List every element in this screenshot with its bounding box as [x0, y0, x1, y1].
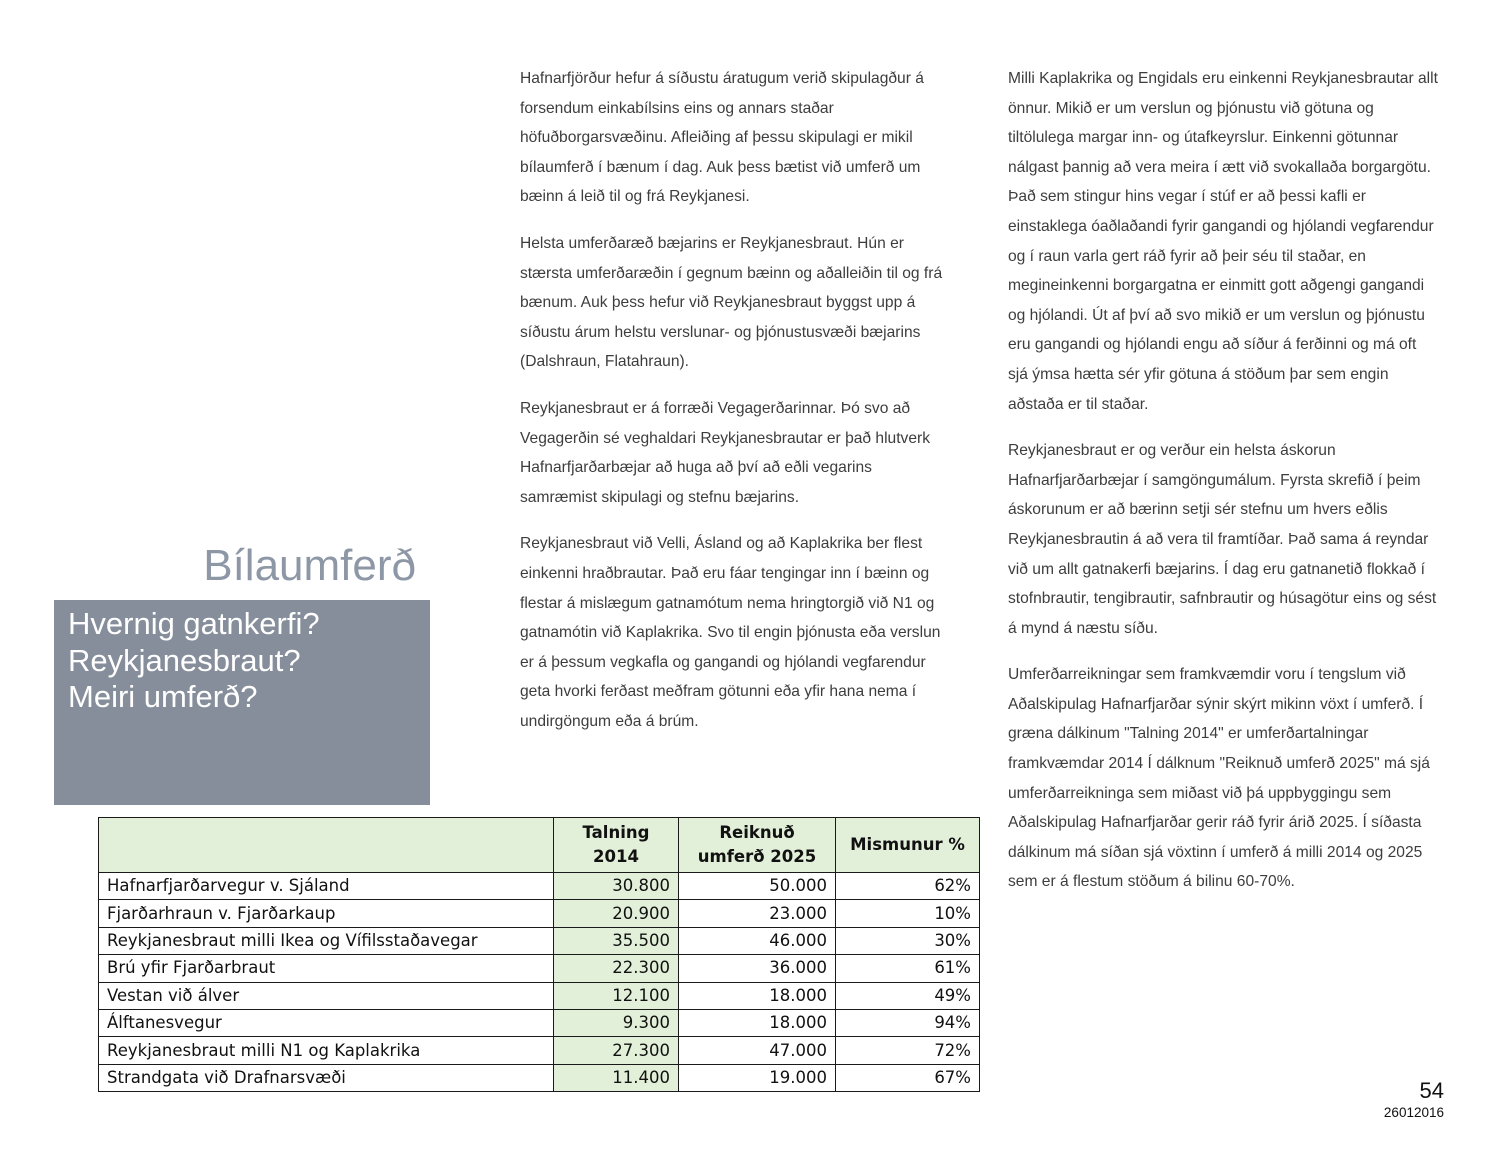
cell-calculated-2025: 47.000: [679, 1037, 836, 1064]
cell-calculated-2025: 23.000: [679, 900, 836, 927]
table-header-row: [99, 818, 980, 873]
header-calculated-2025: Reiknuð umferð 2025: [679, 818, 836, 873]
paragraph: Reykjanesbraut er og verður ein helsta áskorun Hafnarfjarðarbæjar í samgöngumálum. Fyrsta skrefið í þeim áskorunum er að bærinn setji sér stefnu um hvers eðlis Reykjanesbrautin á að vera til framtíðar. Það sama á reyndar við um allt gatnakerfi bæjarins. Í dag eru gatnanetið flokkað í stofnbrautir, tengibrautir, safnbrautir og húsagötur eins og sést á mynd á næstu síðu.: [1008, 442, 1437, 637]
header-difference: Mismunur %: [836, 818, 980, 873]
question-line: Hvernig gatnkerfi?: [68, 606, 320, 641]
cell-difference: 67%: [836, 1064, 980, 1091]
section-title: Bílaumferð: [203, 541, 416, 590]
paragraph: Reykjanesbraut við Velli, Ásland og að Kaplakrika ber flest einkenni hraðbrautar. Það eru fáar tengingar inn í bæinn og flestar á mislægum gatnamótum nema hringtorgið við N1 og gatnamótin við Kaplakrika. Svo til engin þjónusta eða verslun er á þessum vegkafla og gangandi og hjólandi vegfarendur geta hvorki ferðast meðfram götunni eða yfir hana nema í undirgöngum eða á brúm.: [520, 535, 941, 730]
paragraph: Milli Kaplakrika og Engidals eru einkenni Reykjanesbrautar allt önnur. Mikið er um verslun og þjónustu við götuna og tiltölulega margar inn- og útafkeyrslur. Einkenni götunnar nálgast þannig að vera meira í ætt við svokallaða borgargötu. Það sem stingur hins vegar í stúf er að þessi kafli er einstaklega óaðlaðandi fyrir gangandi og hjólandi vegfarendur og í raun varla gert ráð fyrir að þeir séu til staðar, en megineinkenni borgargatna er einmitt gott aðgengi gangandi og hjólandi. Út af því að svo mikið er um verslun og þjónustu eru gangandi og hjólandi engu að síður á ferðinni og má oft sjá ýmsa hætta sér yfir götuna á stöðum þar sem engin aðstaða er til staðar.: [1008, 70, 1438, 413]
header-location: [99, 818, 554, 873]
cell-difference: 30%: [836, 927, 980, 954]
table-row: [99, 900, 980, 927]
cell-count-2014: 12.100: [554, 982, 679, 1009]
header-count-2014: Talning 2014: [554, 818, 679, 873]
cell-difference: 62%: [836, 873, 980, 900]
cell-location: Vestan við álver: [99, 982, 554, 1009]
cell-calculated-2025: 19.000: [679, 1064, 836, 1091]
cell-calculated-2025: 18.000: [679, 982, 836, 1009]
questions-box: [54, 600, 430, 805]
right-text-column: [1008, 64, 1440, 914]
question-line: Reykjanesbraut?: [68, 642, 301, 678]
table-row: [99, 982, 980, 1009]
page-number: 54: [1419, 1078, 1444, 1103]
table-row: [99, 1064, 980, 1091]
cell-count-2014: 35.500: [554, 927, 679, 954]
cell-calculated-2025: 36.000: [679, 955, 836, 982]
paragraph: Helsta umferðaræð bæjarins er Reykjanesbraut. Hún er stærsta umferðaræðin í gegnum bæinn og aðalleiðin til og frá bænum. Auk þess hefur við Reykjanesbraut byggst upp á síðustu árum helstu verslunar- og þjónustusvæði bæjarins (Dalshraun, Flatahraun).: [520, 234, 943, 371]
cell-calculated-2025: 46.000: [679, 927, 836, 954]
table-row: [99, 1037, 980, 1064]
table-row: [99, 873, 980, 900]
middle-text-column: [520, 64, 950, 753]
cell-calculated-2025: 18.000: [679, 1009, 836, 1036]
table-row: [99, 1009, 980, 1036]
cell-count-2014: 9.300: [554, 1009, 679, 1036]
cell-count-2014: 20.900: [554, 900, 679, 927]
cell-location: Reykjanesbraut milli Ikea og Vífilsstaðavegar: [99, 927, 554, 954]
table-row: [99, 955, 980, 982]
date-code: 26012016: [1383, 1105, 1444, 1120]
cell-difference: 61%: [836, 955, 980, 982]
question-line: Meiri umferð?: [68, 679, 258, 714]
cell-location: Álftanesvegur: [99, 1009, 554, 1036]
paragraph: Hafnarfjörður hefur á síðustu áratugum verið skipulagður á forsendum einkabílsins eins og annars staðar höfuðborgarsvæðinu. Afleiðing af þessu skipulagi er mikil bílaumferð í bænum í dag. Auk þess bætist við umferð um bæinn á leið til og frá Reykjanesi.: [520, 70, 924, 206]
cell-location: Brú yfir Fjarðarbraut: [99, 955, 554, 982]
cell-difference: 49%: [836, 982, 980, 1009]
paragraph: Umferðarreikningar sem framkvæmdir voru í tengslum við Aðalskipulag Hafnarfjarðar sýnir skýrt mikinn vöxt í umferð. Í græna dálkinum "Talning 2014" er umferðartalningar framkvæmdar 2014 Í dálknum "Reiknuð umferð 2025" má sjá umferðarreikninga sem miðast við þá uppbyggingu sem Aðalskipulag Hafnarfjarðar gerir ráð fyrir árið 2025. Í síðasta dálkinum má síðan sjá vöxtinn í umferð á milli 2014 og 2025 sem er á flestum stöðum á bilinu 60-70%.: [1008, 666, 1430, 891]
table-row: [99, 927, 980, 954]
cell-difference: 10%: [836, 900, 980, 927]
cell-location: Reykjanesbraut milli N1 og Kaplakrika: [99, 1037, 554, 1064]
cell-location: Strandgata við Drafnarsvæði: [99, 1064, 554, 1091]
cell-difference: 72%: [836, 1037, 980, 1064]
cell-count-2014: 11.400: [554, 1064, 679, 1091]
cell-count-2014: 22.300: [554, 955, 679, 982]
traffic-table: [98, 817, 980, 1092]
cell-count-2014: 27.300: [554, 1037, 679, 1064]
cell-location: Hafnarfjarðarvegur v. Sjáland: [99, 873, 554, 900]
cell-calculated-2025: 50.000: [679, 873, 836, 900]
cell-difference: 94%: [836, 1009, 980, 1036]
cell-count-2014: 30.800: [554, 873, 679, 900]
cell-location: Fjarðarhraun v. Fjarðarkaup: [99, 900, 554, 927]
paragraph: Reykjanesbraut er á forræði Vegagerðarinnar. Þó svo að Vegagerðin sé veghaldari Reykjanesbrautar er það hlutverk Hafnarfjarðarbæjar að huga að því að eðli vegarins samræmist skipulagi og stefnu bæjarins.: [520, 399, 931, 506]
